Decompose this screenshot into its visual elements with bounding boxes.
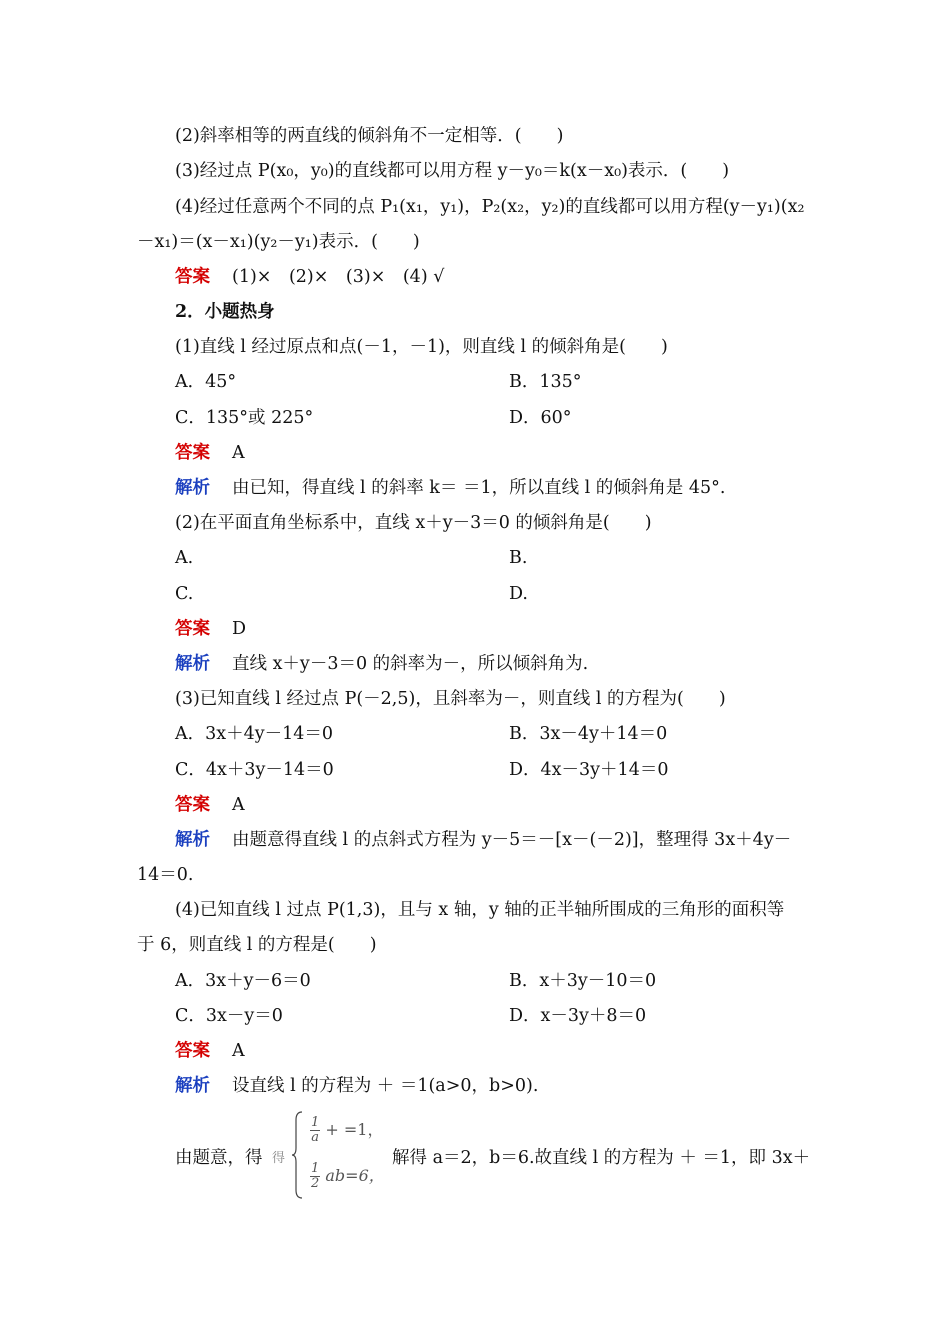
q1-option-b: B．135°: [509, 372, 582, 392]
fraction: $\frac{1}{a}$: [311, 1115, 320, 1145]
answer-text: A: [232, 443, 245, 463]
explanation-label: 解析: [175, 478, 210, 498]
answer-text: D: [232, 619, 247, 639]
q1-explanation: [175, 477, 725, 499]
system-de-glyph: 得: [272, 1151, 286, 1166]
q4-option-d: D．x－3y＋8＝0: [509, 1006, 647, 1026]
q3-explanation: [175, 829, 791, 851]
answer-row-1: [175, 266, 444, 288]
equation-row-2: [310, 1162, 385, 1191]
explanation-text: 由题意得直线 l 的点斜式方程为 y－5＝－[x－(－2)]，整理得 3x＋4y－: [232, 830, 792, 850]
question-2: (2)在平面直角坐标系中，直线 x＋y－3＝0 的倾斜角是( ): [175, 513, 652, 533]
explanation-label: 解析: [175, 1076, 210, 1096]
explanation-text: 由已知，得直线 l 的斜率 k＝ ＝1，所以直线 l 的倾斜角是 45°.: [232, 478, 726, 498]
q3-option-c: C．4x＋3y－14＝0: [175, 760, 334, 780]
q4-answer: [175, 1040, 245, 1062]
q4-option-b: B．x＋3y－10＝0: [509, 971, 657, 991]
q4-option-a: A．3x＋y－6＝0: [175, 971, 311, 991]
question-4: (4)已知直线 l 过点 P(1,3)，且与 x 轴，y 轴的正半轴所围成的三角形的面积等: [175, 900, 785, 920]
q4-explanation: [175, 1075, 538, 1097]
fraction: $\frac{1}{2}$: [311, 1161, 320, 1191]
q1-option-c: C．135°或 225°: [175, 408, 314, 428]
explanation-label: 解析: [175, 830, 210, 850]
statement-2: (2)斜率相等的两直线的倾斜角不一定相等．( ): [175, 126, 564, 146]
answer-label: 答案: [175, 795, 210, 815]
statement-3: (3)经过点 P(x₀，y₀)的直线都可以用方程 y－y₀＝k(x－x₀)表示．( ): [175, 161, 730, 181]
answer-label: 答案: [175, 619, 210, 639]
equation-row-1-text: + =1，: [325, 1120, 384, 1139]
statement-4-cont: －x₁)＝(x－x₁)(y₂－y₁)表示．( ): [137, 232, 420, 252]
q3-option-a: A．3x＋4y－14＝0: [175, 724, 334, 744]
q1-option-a: A．45°: [175, 372, 237, 392]
question-1: (1)直线 l 经过原点和点(－1，－1)，则直线 l 的倾斜角是( ): [175, 337, 668, 357]
question-4-cont: 于 6，则直线 l 的方程是( ): [137, 935, 377, 955]
answer-text: A: [232, 795, 245, 815]
answer-label: 答案: [175, 267, 210, 287]
equation-row-1: [310, 1116, 383, 1145]
q2-explanation: [175, 653, 588, 675]
q2-answer: [175, 618, 246, 640]
q2-option-d: D.: [509, 584, 528, 604]
explanation-text: 设直线 l 的方程为 ＋ ＝1(a>0，b>0).: [232, 1076, 539, 1096]
equation-row-2-text: ab=6，: [325, 1166, 385, 1185]
q3-option-b: B．3x－4y＋14＝0: [509, 724, 668, 744]
section-heading: 2．小题热身: [175, 302, 275, 322]
answer-label: 答案: [175, 443, 210, 463]
q3-answer: [175, 794, 245, 816]
q2-option-a: A.: [175, 548, 194, 568]
equation-system: [292, 1110, 402, 1200]
question-3: (3)已知直线 l 经过点 P(－2,5)，且斜率为－，则直线 l 的方程为( ): [175, 689, 726, 709]
explanation-label: 解析: [175, 654, 210, 674]
answer-text: (1)× (2)× (3)× (4) √: [232, 267, 445, 287]
q4-option-c: C．3x－y＝0: [175, 1006, 283, 1026]
q4-explanation-pre: 由题意，得: [175, 1148, 263, 1168]
q1-option-d: D．60°: [509, 408, 572, 428]
answer-text: A: [232, 1041, 245, 1061]
statement-4: (4)经过任意两个不同的点 P₁(x₁，y₁)，P₂(x₂，y₂)的直线都可以用方程(y－y₁)(x₂: [175, 197, 805, 217]
q1-answer: [175, 442, 245, 464]
brace-icon: [292, 1110, 304, 1200]
q2-option-c: C.: [175, 584, 194, 604]
q4-explanation-post: 解得 a＝2，b＝6.故直线 l 的方程为 ＋ ＝1，即 3x＋: [392, 1148, 811, 1168]
explanation-text: 直线 x＋y－3＝0 的斜率为－，所以倾斜角为.: [232, 654, 589, 674]
answer-label: 答案: [175, 1041, 210, 1061]
q3-option-d: D．4x－3y＋14＝0: [509, 760, 669, 780]
q3-explanation-cont: 14＝0.: [137, 865, 194, 885]
q2-option-b: B.: [509, 548, 528, 568]
